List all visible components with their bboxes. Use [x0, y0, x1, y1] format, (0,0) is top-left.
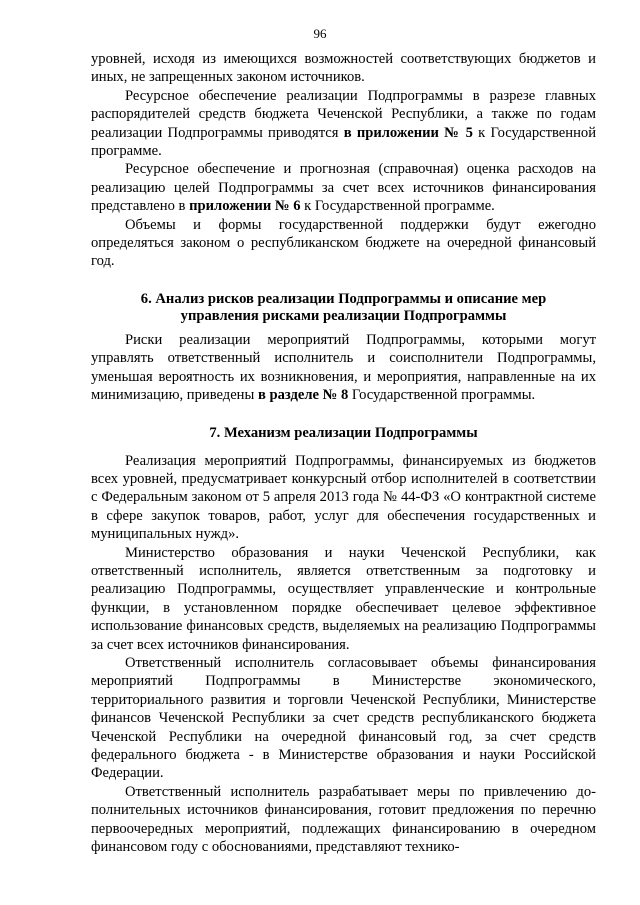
paragraph-text: Государственной программы. — [348, 387, 536, 404]
heading-line: 6. Анализ рисков реализации Подпрограммы и описание мер — [140, 290, 547, 307]
paragraph-text: Ресурсное обеспечение и прогнозная (справочная) оценка расходов на реализацию целей Подпрограммы за счет всех источников финансирования представлено в — [91, 161, 596, 215]
paragraph: Ответственный исполнитель разрабатывает меры по привлечению до-полнительных источников финансирования, готовит предложения по перечню первоочередных мероприятий, подлежащих финансированию в очередном финансовом году с обоснованиями, представляют технико- — [91, 783, 596, 856]
appendix-reference: в приложении № 5 — [343, 124, 473, 141]
paragraph — [91, 160, 596, 215]
paragraph: Министерство образования и науки Чеченской Республики, как ответственный исполнитель, является ответственным за подготовку и реализацию Подпрограммы, осуществляет управленческие и контрольные функции, в установленном порядке обеспечивает целевое эффективное использование финансовых средств, выделяемых на реализацию Подпрограммы за счет всех источников финансирования. — [91, 544, 596, 653]
paragraph — [91, 87, 596, 161]
paragraph-text: к Государственной программе. — [91, 124, 597, 160]
paragraph — [91, 331, 596, 405]
section-heading: 7. Механизм реализации Подпрограммы — [209, 424, 478, 441]
paragraph: уровней, исходя из имеющихся возможностей соответствующих бюджетов и иных, не запрещенных законом источников. — [91, 51, 596, 86]
paragraph-text: к Государственной программе. — [300, 198, 495, 215]
section-reference: в разделе № 8 — [257, 387, 349, 404]
page-content — [91, 50, 596, 856]
paragraph-text: Риски реализации мероприятий Подпрограммы, которыми могут управлять ответственный исполнитель и соисполнители Подпрограммы, уменьшая вероятность их возникновения, и мероприятия, направленные на их минимизацию, приведены — [91, 331, 596, 404]
heading-line: управления рисками реализации Подпрограммы — [180, 307, 507, 324]
paragraph: Объемы и формы государственной поддержки будут ежегодно определяться законом о республиканском бюджете на очередной финансовый год. — [91, 216, 596, 270]
section-heading — [91, 291, 596, 325]
paragraph: Ответственный исполнитель согласовывает объемы финансирования мероприятий Подпрограммы в Министерстве экономического, территориального развития и торговли Чеченской Республики, Министерстве финансов Чеченской Республики за счет средств республиканского бюджета Чеченской Республики на очередной финансовый год, за счет средств федерального бюджета - в Министерстве образования и науки Российской Федерации. — [91, 654, 596, 782]
paragraph: Реализация мероприятий Подпрограммы, финансируемых из бюджетов всех уровней, предусматривает конкурсный отбор исполнителей в соответствии с Федеральным законом от 5 апреля 2013 года № 44-ФЗ «О контрактной системе в сфере закупок товаров, работ, услуг для обеспечения государственных и муниципальных нужд». — [91, 452, 596, 543]
appendix-reference: приложении № 6 — [189, 198, 301, 215]
paragraph-text: Ресурсное обеспечение реализации Подпрограммы в разрезе главных распорядителей средств бюджета Чеченской Республики, а также по годам реализации Подпрограммы приводятся — [91, 87, 596, 141]
page-number: 96 — [313, 26, 327, 41]
